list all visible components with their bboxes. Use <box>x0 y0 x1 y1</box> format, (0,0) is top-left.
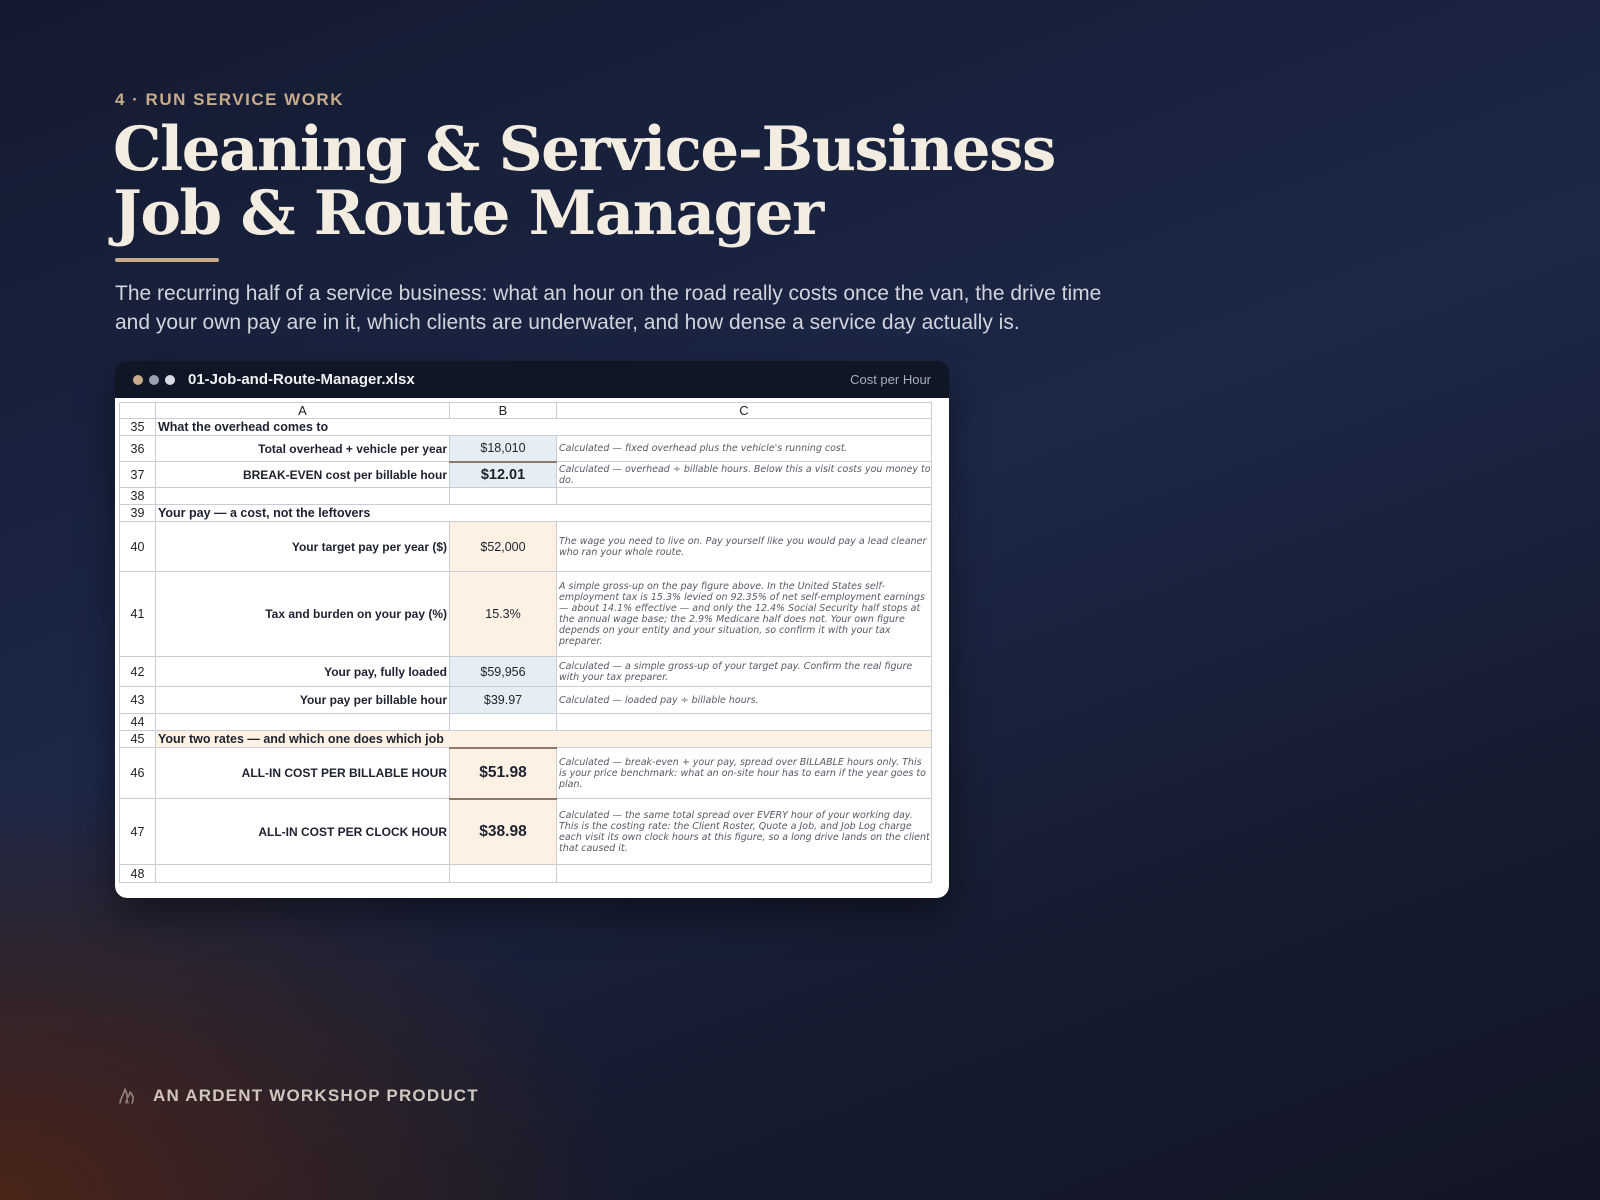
row-number[interactable]: 42 <box>120 657 156 687</box>
value-cell[interactable]: $39.97 <box>450 687 557 714</box>
row-number[interactable]: 35 <box>120 419 156 436</box>
note-cell[interactable]: Calculated — overhead ÷ billable hours. Below this a visit costs you money to do. <box>557 462 932 488</box>
note-cell[interactable]: Calculated — break-even + your pay, spread over BILLABLE hours only. This is your price benchmark: what an on-site hour has to earn if the year goes to plan. <box>557 748 932 799</box>
row-number[interactable]: 43 <box>120 687 156 714</box>
window-dot-icon <box>165 375 175 385</box>
label-cell[interactable]: Tax and burden on your pay (%) <box>156 572 450 657</box>
empty-cell[interactable] <box>156 488 450 505</box>
table-row <box>120 731 932 748</box>
title-divider <box>115 258 219 262</box>
column-header-row <box>120 403 932 419</box>
value-cell[interactable]: $51.98 <box>450 748 557 799</box>
note-cell[interactable]: Calculated — fixed overhead plus the vehicle's running cost. <box>557 436 932 462</box>
table-row <box>120 799 932 865</box>
empty-cell[interactable] <box>557 714 932 731</box>
lede-paragraph: The recurring half of a service business: what an hour on the road really costs once the van, the drive time and your own pay are in it, which clients are underwater, and how dense a service day actually is. <box>115 282 1102 334</box>
eyebrow-label: 4 · RUN SERVICE WORK <box>115 90 344 109</box>
input-cell[interactable]: $52,000 <box>450 522 557 572</box>
label-cell[interactable]: Your target pay per year ($) <box>156 522 450 572</box>
empty-cell[interactable] <box>557 865 932 883</box>
note-cell[interactable]: Calculated — loaded pay ÷ billable hours. <box>557 687 932 714</box>
note-cell[interactable]: Calculated — a simple gross-up of your target pay. Confirm the real figure with your tax preparer. <box>557 657 932 687</box>
table-row <box>120 657 932 687</box>
column-header-c[interactable]: C <box>557 403 932 419</box>
value-cell[interactable]: $59,956 <box>450 657 557 687</box>
table-row <box>120 572 932 657</box>
row-number[interactable]: 46 <box>120 748 156 799</box>
row-number[interactable]: 36 <box>120 436 156 462</box>
row-number[interactable]: 38 <box>120 488 156 505</box>
label-cell[interactable]: BREAK-EVEN cost per billable hour <box>156 462 450 488</box>
section-heading-cell[interactable]: Your pay — a cost, not the leftovers <box>156 505 932 522</box>
note-cell[interactable]: A simple gross-up on the pay figure above. In the United States self-employment tax is 15.3% levied on 92.35% of net self-employment earnings — about 14.1% effective — and only the 12.4% Social Security half stops at the annual wage base; the 2.9% Medicare half does not. Your own figure depends on your entity and your situation, so confirm it with your tax preparer. <box>557 572 932 657</box>
empty-cell[interactable] <box>156 714 450 731</box>
window-dot-icon <box>149 375 159 385</box>
empty-cell[interactable] <box>450 865 557 883</box>
table-row <box>120 748 932 799</box>
sheet-grid-area <box>115 398 949 898</box>
row-number[interactable]: 41 <box>120 572 156 657</box>
label-cell[interactable]: ALL-IN COST PER CLOCK HOUR <box>156 799 450 865</box>
row-number[interactable]: 47 <box>120 799 156 865</box>
empty-cell[interactable] <box>450 488 557 505</box>
row-number[interactable]: 39 <box>120 505 156 522</box>
section-heading-cell[interactable]: What the overhead comes to <box>156 419 932 436</box>
footer-text: AN ARDENT WORKSHOP PRODUCT <box>153 1086 479 1105</box>
spreadsheet-window <box>115 361 949 898</box>
page-title <box>113 114 1055 249</box>
section-heading-cell[interactable]: Your two rates — and which one does which job <box>156 731 932 748</box>
value-cell[interactable]: $12.01 <box>450 462 557 488</box>
table-row <box>120 436 932 462</box>
flame-logo-icon <box>117 1085 137 1107</box>
empty-cell[interactable] <box>557 488 932 505</box>
file-name: 01-Job-and-Route-Manager.xlsx <box>188 371 415 388</box>
table-row <box>120 505 932 522</box>
page-title-line-1: Cleaning & Service-Business <box>113 114 1055 185</box>
row-number[interactable]: 44 <box>120 714 156 731</box>
sheet-tab-name[interactable]: Cost per Hour <box>850 372 931 387</box>
table-row <box>120 522 932 572</box>
note-cell[interactable]: Calculated — the same total spread over EVERY hour of your working day. This is the costing rate: the Client Roster, Quote a Job, and Job Log charge each visit its own clock hours at this figure, so a long drive lands on the client that caused it. <box>557 799 932 865</box>
window-dot-icon <box>133 375 143 385</box>
row-number[interactable]: 45 <box>120 731 156 748</box>
footer-brand <box>117 1085 479 1107</box>
row-number[interactable]: 37 <box>120 462 156 488</box>
window-titlebar <box>115 361 949 398</box>
row-number[interactable]: 48 <box>120 865 156 883</box>
table-row <box>120 687 932 714</box>
note-cell[interactable]: The wage you need to live on. Pay yourself like you would pay a lead cleaner who ran your whole route. <box>557 522 932 572</box>
value-cell[interactable]: $38.98 <box>450 799 557 865</box>
page-title-line-2: Job & Route Manager <box>113 178 823 249</box>
column-header-a[interactable]: A <box>156 403 450 419</box>
table-row <box>120 714 932 731</box>
table-row <box>120 462 932 488</box>
row-number[interactable]: 40 <box>120 522 156 572</box>
label-cell[interactable]: Total overhead + vehicle per year <box>156 436 450 462</box>
table-row <box>120 488 932 505</box>
sheet-table <box>119 402 932 883</box>
input-cell[interactable]: 15.3% <box>450 572 557 657</box>
empty-cell[interactable] <box>156 865 450 883</box>
table-row <box>120 865 932 883</box>
corner-cell[interactable] <box>120 403 156 419</box>
column-header-b[interactable]: B <box>450 403 557 419</box>
value-cell[interactable]: $18,010 <box>450 436 557 462</box>
label-cell[interactable]: Your pay, fully loaded <box>156 657 450 687</box>
label-cell[interactable]: Your pay per billable hour <box>156 687 450 714</box>
empty-cell[interactable] <box>450 714 557 731</box>
table-row <box>120 419 932 436</box>
label-cell[interactable]: ALL-IN COST PER BILLABLE HOUR <box>156 748 450 799</box>
